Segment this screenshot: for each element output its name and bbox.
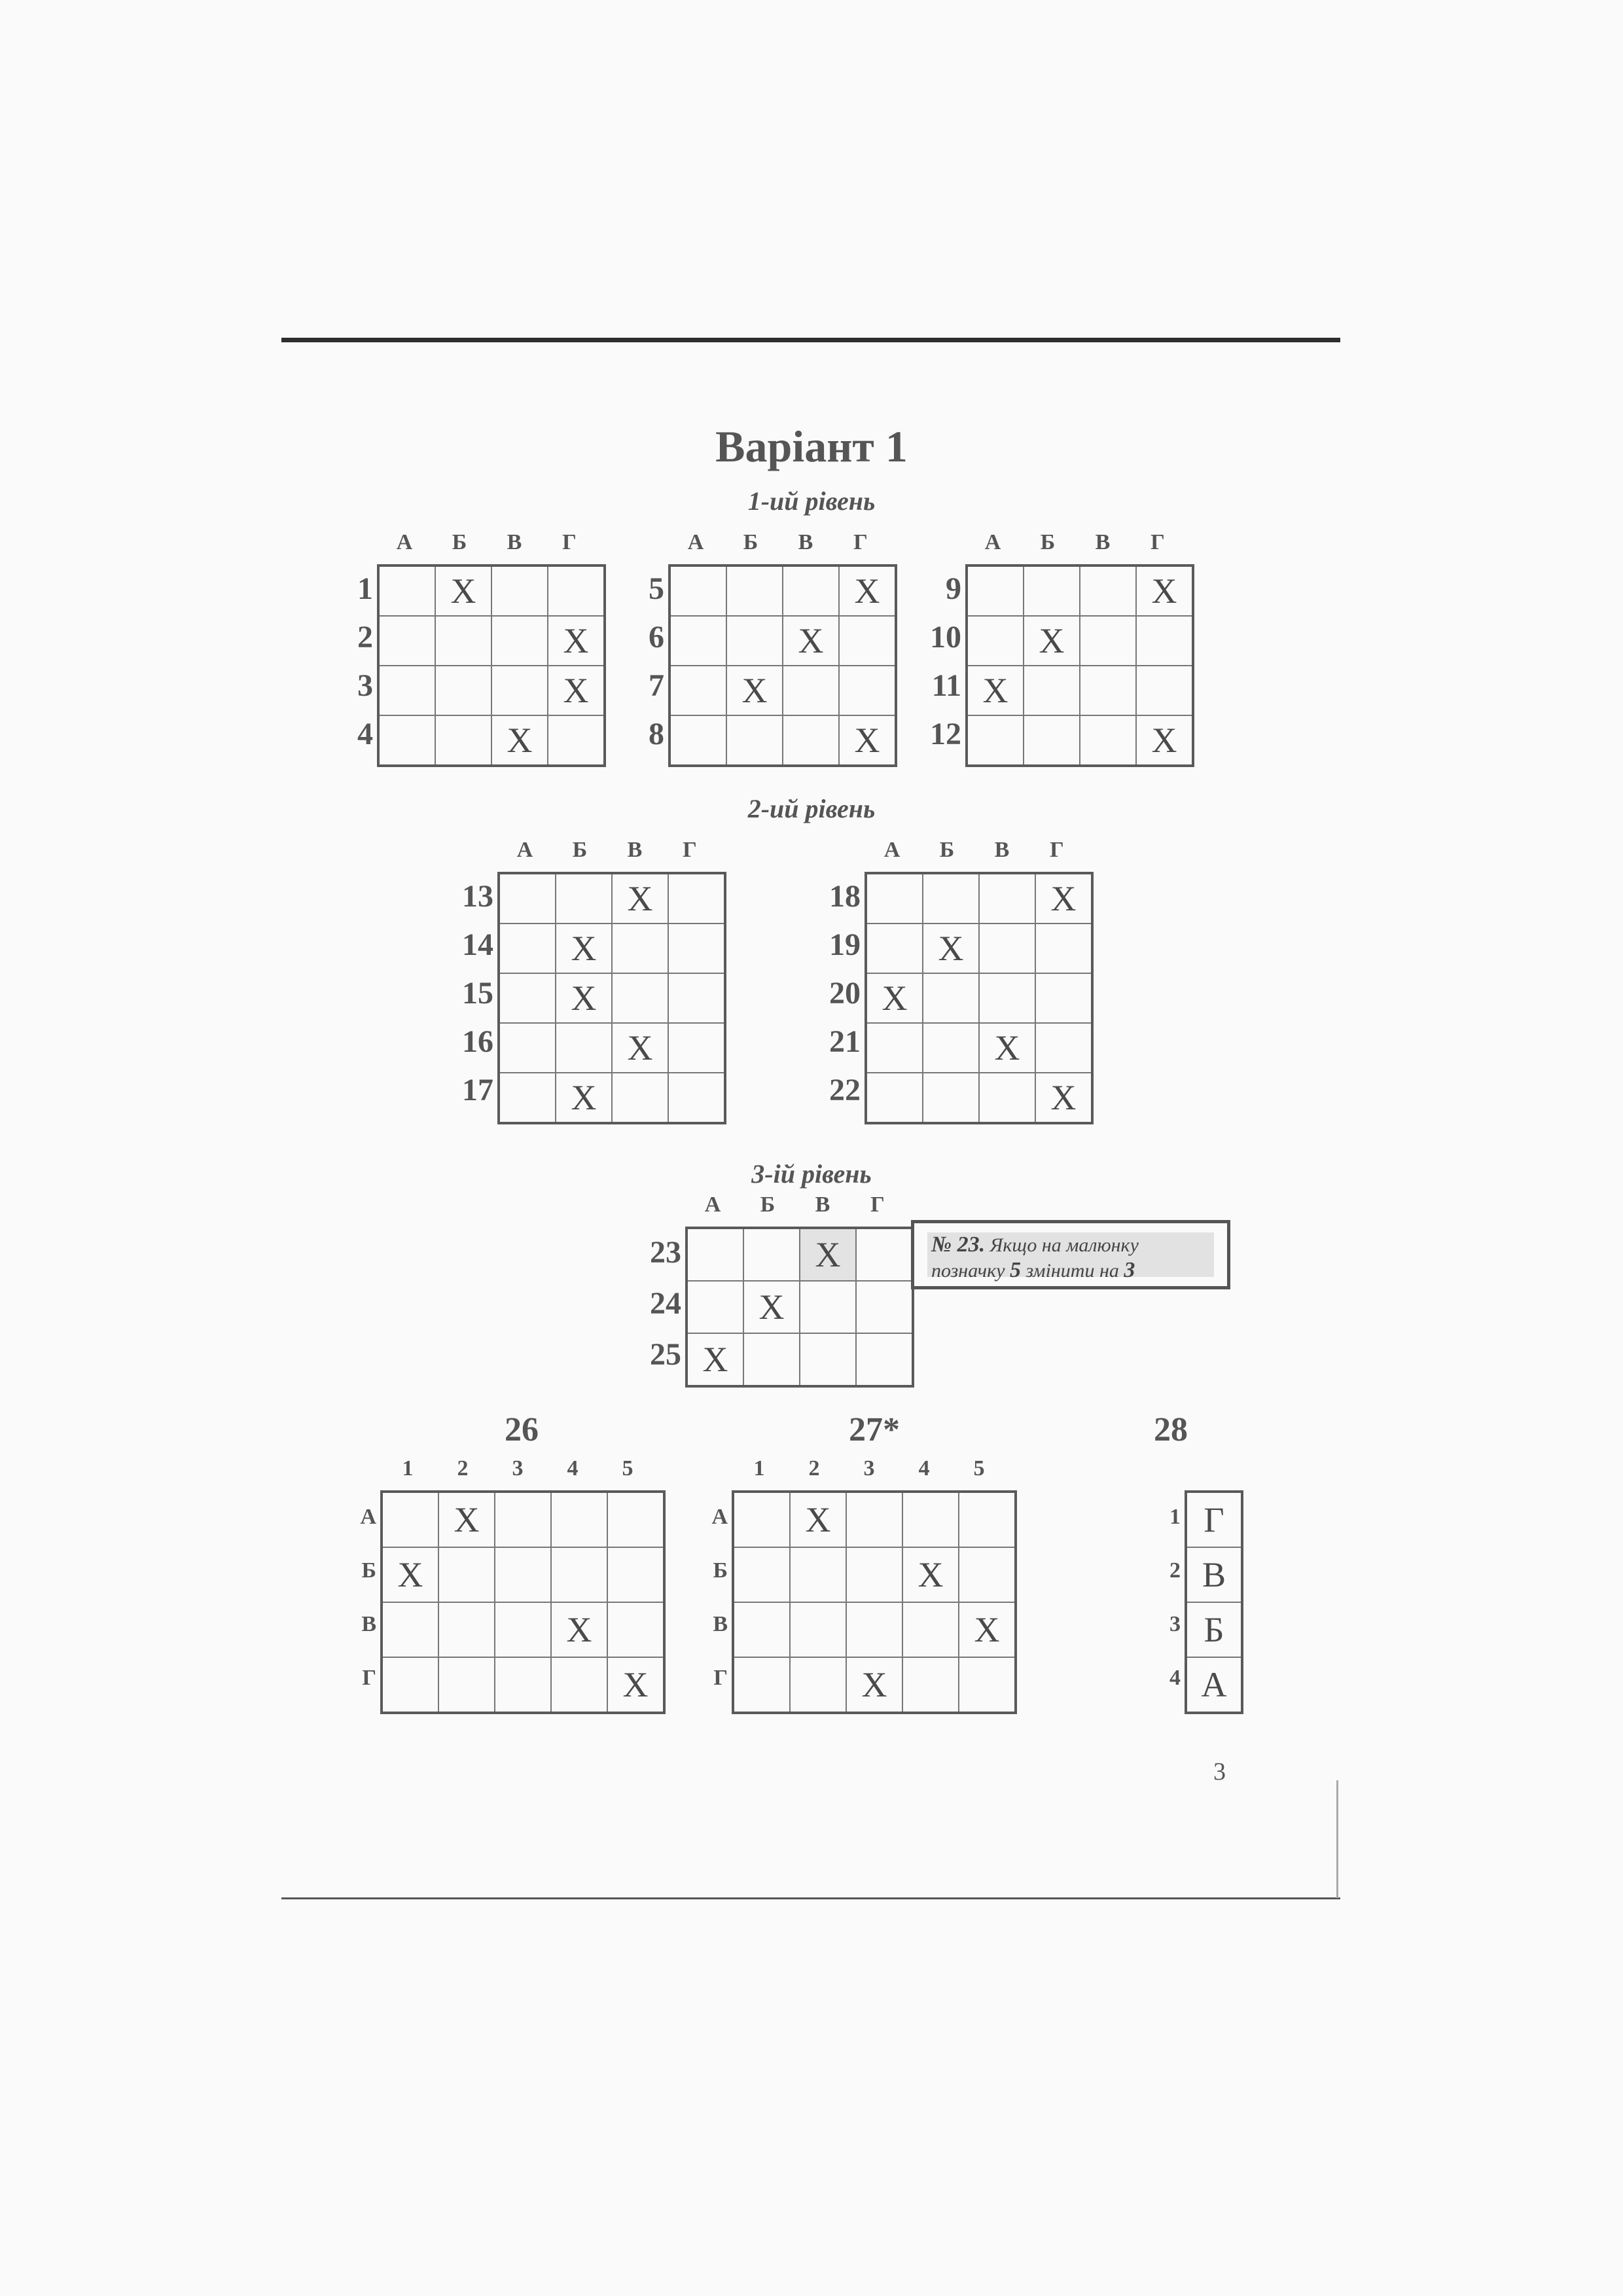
- note-box-23: № 23. Якщо на малюнку позначку 5 змінити на 3: [911, 1220, 1230, 1289]
- column-header: А: [396, 530, 413, 554]
- answer-cell: [382, 1602, 438, 1657]
- row-label: В: [713, 1612, 728, 1636]
- answer-cell: [733, 1547, 790, 1602]
- answer-cell: [866, 873, 923, 924]
- answer-cell: [959, 1657, 1016, 1713]
- row-label: 22: [829, 1072, 861, 1107]
- answer-cell: [1136, 616, 1193, 666]
- answer-cell: [378, 565, 435, 616]
- answer-cell-marked: X: [556, 1073, 612, 1123]
- answer-cell: [551, 1492, 607, 1547]
- row-label: 3: [357, 668, 373, 703]
- row-label: 6: [649, 619, 664, 655]
- answer-cell: [959, 1492, 1016, 1547]
- answer-cell: [1024, 565, 1080, 616]
- answer-cell-marked: X: [687, 1333, 743, 1386]
- answer-cell: [839, 616, 896, 666]
- answer-cell: [491, 616, 548, 666]
- answer-cell: [495, 1547, 551, 1602]
- column-header: Г: [683, 838, 697, 862]
- row-label: 18: [829, 878, 861, 914]
- answer-cell: [856, 1281, 913, 1333]
- answer-cell: [491, 565, 548, 616]
- answer-cell: [378, 715, 435, 766]
- row-label: 19: [829, 927, 861, 962]
- table-row: [967, 565, 1193, 616]
- level2-heading: 2-ий рівень: [747, 794, 876, 823]
- answer-cell: [846, 1492, 902, 1547]
- answer-cell-marked: X: [612, 1023, 668, 1073]
- table-row: [866, 1073, 1092, 1123]
- table-row: [499, 924, 725, 973]
- answer-cell-marked: X: [607, 1657, 664, 1713]
- answer-cell: [495, 1602, 551, 1657]
- answer-cell: [438, 1547, 495, 1602]
- answer-cell: [783, 666, 839, 715]
- column-header: А: [704, 1193, 721, 1217]
- answer-cell: [669, 715, 726, 766]
- page-edge: [1336, 1780, 1338, 1898]
- answer-cell-marked: X: [612, 873, 668, 924]
- column-header: А: [984, 530, 1001, 554]
- table-row: [382, 1602, 664, 1657]
- level1-heading: 1-ий рівень: [747, 486, 876, 516]
- answer-cell: [499, 873, 556, 924]
- row-label: Б: [713, 1558, 728, 1583]
- row-label: 5: [649, 571, 664, 606]
- row-label: 23: [650, 1234, 681, 1270]
- answer-cell: [923, 1073, 979, 1123]
- table-row: [378, 565, 605, 616]
- page-number: 3: [1213, 1758, 1226, 1785]
- answer-cell: [726, 715, 783, 766]
- table-row: [1186, 1492, 1242, 1547]
- row-label: А: [360, 1505, 376, 1529]
- row-label: 20: [829, 975, 861, 1011]
- row-label: 4: [1169, 1666, 1181, 1690]
- column-header: Б: [743, 530, 758, 554]
- answer-cell: [967, 616, 1024, 666]
- table-row: [382, 1657, 664, 1713]
- answer-cell: [866, 1023, 923, 1073]
- answer-cell: [435, 666, 491, 715]
- table-row: [669, 666, 896, 715]
- table-row: [733, 1602, 1016, 1657]
- row-label: 17: [462, 1072, 493, 1107]
- answer-cell: [733, 1657, 790, 1713]
- answer-cell-marked: X: [923, 924, 979, 973]
- page-title: Варіант 1: [715, 422, 908, 471]
- table-row: [866, 1023, 1092, 1073]
- row-label: 1: [357, 571, 373, 606]
- answer-cell: [669, 616, 726, 666]
- answer-cell-marked: X: [839, 715, 896, 766]
- column-header: Б: [572, 838, 588, 862]
- answer-cell-marked: X: [1035, 1073, 1092, 1123]
- row-label: 14: [462, 927, 493, 962]
- answer-cell: [800, 1333, 856, 1386]
- column-header: Г: [870, 1193, 885, 1217]
- answer-table-23-25: [650, 1193, 914, 1388]
- answer-cell: [668, 873, 725, 924]
- answer-cell-marked: X: [902, 1547, 959, 1602]
- answer-cell: [499, 924, 556, 973]
- match-table-27: [711, 1456, 1017, 1714]
- answer-cell: [435, 616, 491, 666]
- answer-cell: [607, 1547, 664, 1602]
- answer-cell: [668, 973, 725, 1023]
- answer-cell: [669, 666, 726, 715]
- table-row: [669, 616, 896, 666]
- table-row: [687, 1281, 913, 1333]
- answer-cell: [726, 565, 783, 616]
- table-row: [378, 666, 605, 715]
- column-header: 1: [402, 1456, 414, 1480]
- table-row: [499, 873, 725, 924]
- table-row: [866, 924, 1092, 973]
- column-header: 3: [863, 1456, 875, 1480]
- answer-cell-marked: X: [382, 1547, 438, 1602]
- table-row: [499, 1073, 725, 1123]
- task28-title: 28: [1154, 1411, 1188, 1448]
- level3-heading: 3-ій рівень: [751, 1159, 872, 1189]
- answer-cell: [438, 1602, 495, 1657]
- table-row: [687, 1228, 913, 1281]
- answer-cell: [495, 1492, 551, 1547]
- table-row: [866, 873, 1092, 924]
- answer-cell: [687, 1281, 743, 1333]
- answer-cell: [923, 873, 979, 924]
- answer-cell-marked: X: [438, 1492, 495, 1547]
- answer-table-13-17: [462, 838, 726, 1124]
- row-label: 3: [1169, 1612, 1181, 1636]
- row-label: Б: [361, 1558, 376, 1583]
- row-label: 4: [357, 716, 373, 751]
- answer-cell: [1080, 666, 1136, 715]
- table-row: [669, 565, 896, 616]
- answer-cell-marked: X: [491, 715, 548, 766]
- answer-cell-marked: X: [839, 565, 896, 616]
- table-row: [967, 666, 1193, 715]
- column-header: А: [516, 838, 533, 862]
- answer-cell: [669, 565, 726, 616]
- column-header: В: [627, 838, 643, 862]
- answer-cell: [551, 1657, 607, 1713]
- answer-table-1-4: [357, 530, 606, 767]
- answer-cell-marked: X: [548, 666, 605, 715]
- answer-cell: [491, 666, 548, 715]
- answer-cell: [790, 1657, 846, 1713]
- column-header: 5: [973, 1456, 985, 1480]
- answer-cell: [856, 1333, 913, 1386]
- column-header: 2: [457, 1456, 469, 1480]
- answer-cell: [1024, 715, 1080, 766]
- column-header: В: [798, 530, 813, 554]
- row-label: 11: [931, 668, 961, 703]
- answer-cell: [668, 1073, 725, 1123]
- column-header: Б: [1040, 530, 1056, 554]
- row-label: 8: [649, 716, 664, 751]
- answer-cell: [733, 1492, 790, 1547]
- answer-cell: [556, 873, 612, 924]
- answer-cell: [668, 1023, 725, 1073]
- answer-cell-marked: X: [959, 1602, 1016, 1657]
- answer-cell: [551, 1547, 607, 1602]
- answer-cell: [979, 973, 1035, 1023]
- table-row: [1186, 1602, 1242, 1657]
- row-label: 10: [930, 619, 961, 655]
- column-header: 3: [512, 1456, 524, 1480]
- answer-cell: [846, 1547, 902, 1602]
- column-header: Г: [1150, 530, 1165, 554]
- table-row: [1186, 1657, 1242, 1713]
- row-label: 1: [1169, 1505, 1181, 1529]
- column-header: 4: [567, 1456, 579, 1480]
- column-header: Б: [452, 530, 467, 554]
- answer-cell: [902, 1657, 959, 1713]
- answer-cell: [967, 715, 1024, 766]
- table-row: [499, 1023, 725, 1073]
- answer-cell: [846, 1602, 902, 1657]
- answer-cell-marked: X: [556, 924, 612, 973]
- table-row: [733, 1492, 1016, 1547]
- answer-cell: [1136, 666, 1193, 715]
- answer-cell: [866, 1073, 923, 1123]
- answer-cell: [548, 715, 605, 766]
- answer-cell-marked: X: [1136, 715, 1193, 766]
- answer-cell: [790, 1602, 846, 1657]
- answer-cell: [733, 1602, 790, 1657]
- answer-table-5-8: [649, 530, 897, 767]
- row-label: 9: [946, 571, 961, 606]
- order-table-28: [1169, 1490, 1243, 1714]
- row-label: 15: [462, 975, 493, 1011]
- row-label: 24: [650, 1285, 681, 1321]
- answer-cell: [839, 666, 896, 715]
- answer-cell: [743, 1333, 800, 1386]
- column-header: В: [507, 530, 522, 554]
- answer-table-9-12: [930, 530, 1194, 767]
- column-header: Г: [562, 530, 577, 554]
- answer-cell: [687, 1228, 743, 1281]
- answer-cell: [499, 1073, 556, 1123]
- answer-cell: [612, 924, 668, 973]
- answer-cell: [548, 565, 605, 616]
- answer-cell: [1035, 1023, 1092, 1073]
- answer-cell: [902, 1492, 959, 1547]
- table-row: [382, 1492, 664, 1547]
- answer-cell: [866, 924, 923, 973]
- match-table-26: [360, 1456, 666, 1714]
- answer-cell: [612, 973, 668, 1023]
- table-row: [378, 616, 605, 666]
- column-header: Г: [1050, 838, 1064, 862]
- row-label: 21: [829, 1024, 861, 1059]
- table-row: [687, 1333, 913, 1386]
- answer-cell: [1080, 715, 1136, 766]
- bottom-rule: [281, 1897, 1340, 1899]
- answer-cell-marked: X: [551, 1602, 607, 1657]
- answer-table-18-22: [829, 838, 1094, 1124]
- answer-cell: [382, 1492, 438, 1547]
- answer-cell-marked: X: [743, 1281, 800, 1333]
- answer-cell: [435, 715, 491, 766]
- answer-cell: [902, 1602, 959, 1657]
- answer-cell-marked: X: [846, 1657, 902, 1713]
- answer-cell: [790, 1547, 846, 1602]
- task26-title: 26: [505, 1411, 539, 1448]
- row-label: А: [711, 1505, 728, 1529]
- table-row: [866, 973, 1092, 1023]
- answer-cell: Б: [1186, 1602, 1242, 1657]
- table-row: [499, 973, 725, 1023]
- table-row: [1186, 1547, 1242, 1602]
- row-label: 16: [462, 1024, 493, 1059]
- answer-cell: [979, 924, 1035, 973]
- row-label: 2: [1169, 1558, 1181, 1583]
- column-header: А: [687, 530, 704, 554]
- answer-cell-marked: X: [783, 616, 839, 666]
- answer-cell: [1080, 565, 1136, 616]
- column-header: 2: [808, 1456, 820, 1480]
- answer-cell-marked: X: [556, 973, 612, 1023]
- table-row: [382, 1547, 664, 1602]
- answer-cell: [382, 1657, 438, 1713]
- row-label: 12: [930, 716, 961, 751]
- table-row: [733, 1547, 1016, 1602]
- answer-cell: [923, 1023, 979, 1073]
- answer-cell: [607, 1602, 664, 1657]
- answer-cell: В: [1186, 1547, 1242, 1602]
- column-header: 5: [622, 1456, 633, 1480]
- answer-cell: [800, 1281, 856, 1333]
- answer-cell: [726, 616, 783, 666]
- answer-cell: [438, 1657, 495, 1713]
- answer-cell: [612, 1073, 668, 1123]
- answer-cell: [1080, 616, 1136, 666]
- answer-cell-marked: X: [790, 1492, 846, 1547]
- column-header: Г: [853, 530, 868, 554]
- answer-cell: [783, 565, 839, 616]
- answer-cell: Г: [1186, 1492, 1242, 1547]
- answer-cell: [783, 715, 839, 766]
- column-header: Б: [939, 838, 955, 862]
- row-label: 13: [462, 878, 493, 914]
- table-row: [733, 1657, 1016, 1713]
- column-header: А: [883, 838, 901, 862]
- answer-cell-marked: X: [800, 1228, 856, 1281]
- task27-title: 27*: [849, 1411, 900, 1448]
- answer-cell: [923, 973, 979, 1023]
- answer-cell-marked: X: [979, 1023, 1035, 1073]
- answer-cell: [495, 1657, 551, 1713]
- answer-cell: А: [1186, 1657, 1242, 1713]
- answer-cell: [979, 873, 1035, 924]
- table-row: [378, 715, 605, 766]
- answer-cell: [607, 1492, 664, 1547]
- answer-cell: [378, 666, 435, 715]
- answer-cell: [1024, 666, 1080, 715]
- column-header: В: [994, 838, 1010, 862]
- row-label: 25: [650, 1336, 681, 1372]
- row-label: В: [361, 1612, 376, 1636]
- answer-cell: [743, 1228, 800, 1281]
- answer-cell-marked: X: [1024, 616, 1080, 666]
- answer-cell: [959, 1547, 1016, 1602]
- answer-cell: [556, 1023, 612, 1073]
- column-header: В: [815, 1193, 830, 1217]
- answer-cell: [967, 565, 1024, 616]
- top-rule: [281, 338, 1340, 342]
- column-header: 1: [753, 1456, 765, 1480]
- answer-cell: [979, 1073, 1035, 1123]
- column-header: В: [1095, 530, 1111, 554]
- row-label: 2: [357, 619, 373, 655]
- column-header: Б: [760, 1193, 776, 1217]
- answer-cell-marked: X: [967, 666, 1024, 715]
- table-row: [967, 616, 1193, 666]
- table-row: [967, 715, 1193, 766]
- table-row: [669, 715, 896, 766]
- answer-cell-marked: X: [1035, 873, 1092, 924]
- answer-cell-marked: X: [548, 616, 605, 666]
- answer-cell-marked: X: [435, 565, 491, 616]
- answer-cell: [1035, 924, 1092, 973]
- row-label: 7: [649, 668, 664, 703]
- answer-cell: [499, 1023, 556, 1073]
- column-header: 4: [918, 1456, 930, 1480]
- answer-cell: [1035, 973, 1092, 1023]
- answer-cell: [856, 1228, 913, 1281]
- row-label: Г: [362, 1666, 376, 1690]
- answer-cell: [378, 616, 435, 666]
- answer-cell: [668, 924, 725, 973]
- answer-cell-marked: X: [1136, 565, 1193, 616]
- answer-cell: [499, 973, 556, 1023]
- row-label: Г: [713, 1666, 728, 1690]
- answer-cell-marked: X: [866, 973, 923, 1023]
- answer-cell-marked: X: [726, 666, 783, 715]
